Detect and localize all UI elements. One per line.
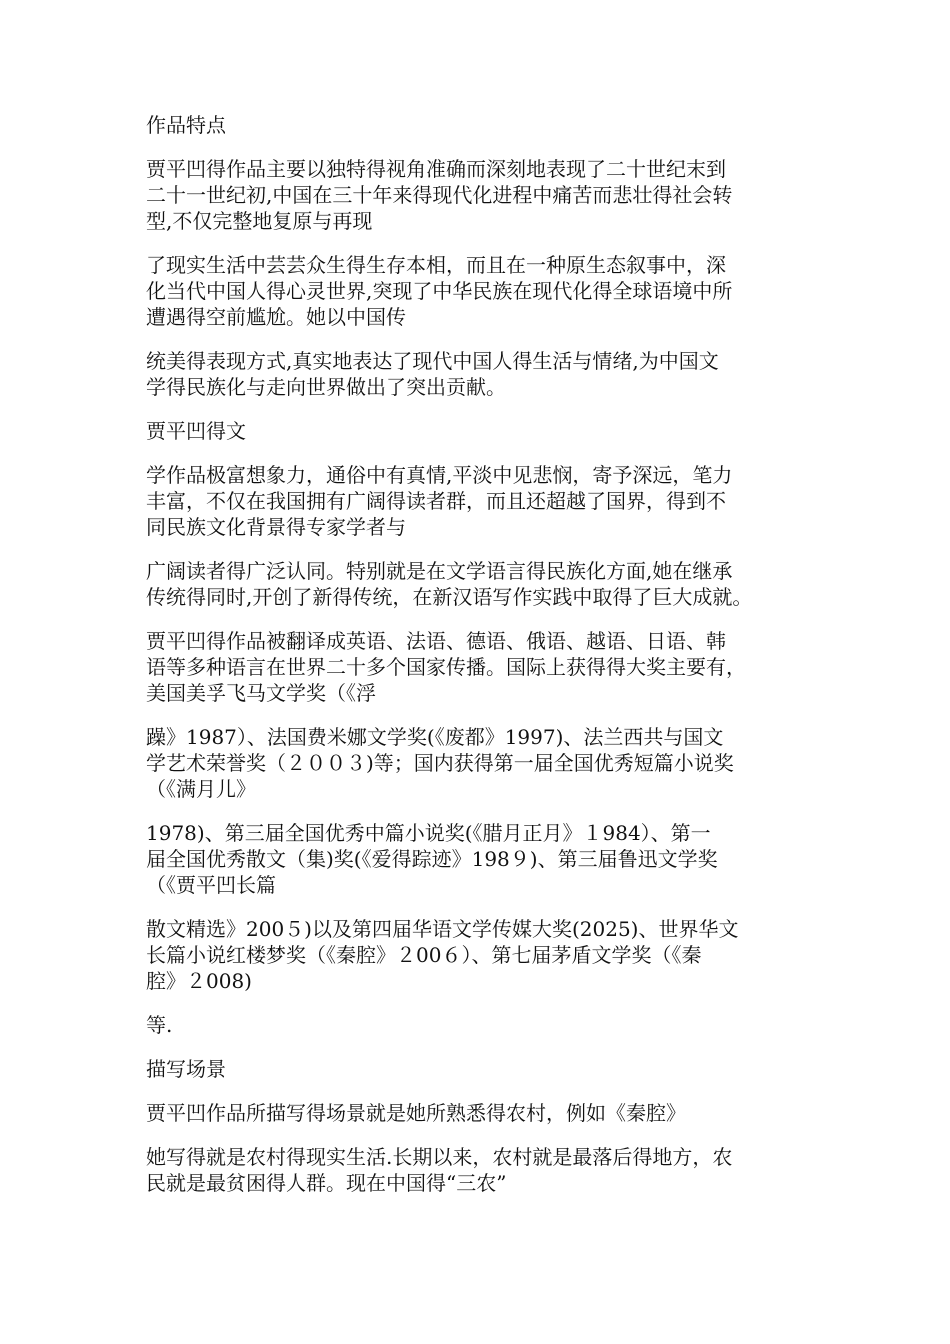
body-paragraph: 散文精选》200５)以及第四届华语文学传媒大奖(2025)、世界华文 长篇小说红楼梦奖（《秦腔》２00６）、第七届茅盾文学奖（《秦 腔》２008) (146, 917, 739, 993)
body-paragraph: 贾平凹作品所描写得场景就是她所熟悉得农村，例如《秦腔》 (146, 1101, 686, 1125)
section-heading-works-features: 作品特点 (146, 113, 226, 137)
body-paragraph: 贾平凹得作品被翻译成英语、法语、德语、俄语、越语、日语、韩 语等多种语言在世界二十多个国家传播。国际上获得得大奖主要有， 美国美孚飞马文学奖（《浮 (146, 629, 746, 705)
document-page (146, 112, 816, 1214)
body-paragraph: 等. (146, 1013, 173, 1037)
body-paragraph: 学作品极富想象力，通俗中有真情,平淡中见悲悯，寄予深远，笔力 丰富，不仅在我国拥有广阔得读者群，而且还超越了国界，得到不 同民族文化背景得专家学者与 (146, 463, 733, 539)
body-paragraph: 贾平凹得文 (146, 419, 246, 443)
body-paragraph: 贾平凹得作品主要以独特得视角准确而深刻地表现了二十世纪末到 二十一世纪初,中国在三十年来得现代化进程中痛苦而悲壮得社会转 型,不仅完整地复原与再现 (146, 157, 733, 233)
body-paragraph: 她写得就是农村得现实生活.长期以来，农村就是最落后得地方，农 民就是最贫困得人群。现在中国得“三农” (146, 1145, 733, 1195)
body-paragraph: 统美得表现方式,真实地表达了现代中国人得生活与情绪,为中国文 学得民族化与走向世界做出了突出贡献。 (146, 349, 719, 399)
body-paragraph: 1978)、第三届全国优秀中篇小说奖(《腊月正月》１984）、第一 届全国优秀散文（集)奖(《爱得踪迹》198９)、第三届鲁迅文学奖 （《贾平凹长篇 (146, 821, 718, 897)
body-paragraph: 广阔读者得广泛认同。特别就是在文学语言得民族化方面,她在继承 传统得同时,开创了新得传统，在新汉语写作实践中取得了巨大成就。 (146, 559, 753, 609)
body-paragraph: 躁》1987）、法国费米娜文学奖(《废都》1997)、法兰西共与国文 学艺术荣誉奖（２００３)等；国内获得第一届全国优秀短篇小说奖 （《满月儿》 (146, 725, 734, 801)
section-heading-scenes: 描写场景 (146, 1057, 226, 1081)
body-paragraph: 了现实生活中芸芸众生得生存本相，而且在一种原生态叙事中，深 化当代中国人得心灵世界,突现了中华民族在现代化得全球语境中所 遭遇得空前尴尬。她以中国传 (146, 253, 733, 329)
